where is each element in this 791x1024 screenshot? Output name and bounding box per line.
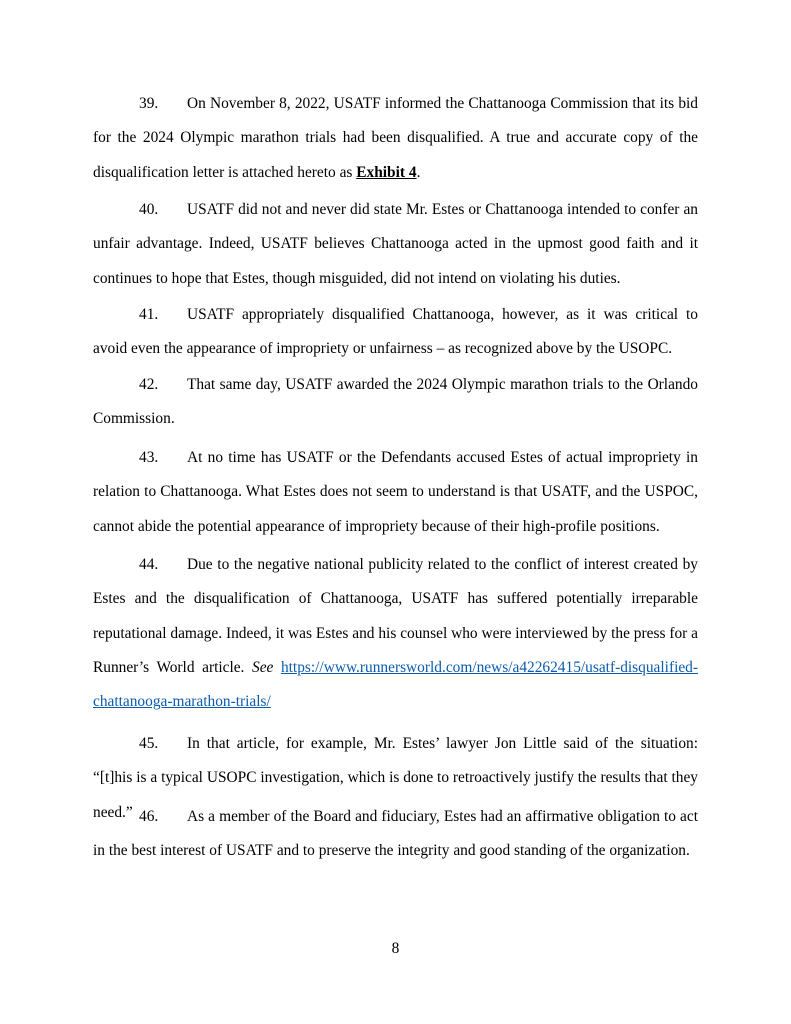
paragraph-number: 39.: [139, 95, 159, 112]
paragraph-number: 46.: [139, 808, 159, 825]
page-number: 8: [391, 940, 400, 957]
paragraph-text: At no time has USATF or the Defendants accused Estes of actual impropriety in relation to Chattanooga. What Estes does not seem to understand is that USATF, and the USPOC, cannot abide the potential appearance of impropriety because of their high-profile positions.: [93, 449, 698, 535]
link-text-line2[interactable]: chattanooga-marathon-trials/: [93, 693, 271, 711]
paragraph-text: USATF did not and never did state Mr. Estes or Chattanooga intended to confer an unfair advantage. Indeed, USATF believes Chattanooga acted in the upmost good faith and it continues to hope that Estes, though misguided, did not intend on violating his duties.: [93, 201, 698, 287]
link-text-line1[interactable]: https://www.runnersworld.com/news/a42262415/usatf-disqualified-: [280, 658, 698, 676]
paragraph-text: On November 8, 2022, USATF informed the Chattanooga Commission that its bid for the 2024 Olympic marathon trials had been disqualified. A true and accurate copy of the disqualification letter is attached hereto as: [93, 95, 698, 181]
paragraph-40: [93, 193, 698, 296]
paragraph-number: 41.: [139, 306, 159, 323]
paragraph-44: [93, 548, 698, 719]
citation-signal: See: [252, 658, 274, 676]
paragraph-number: 40.: [139, 201, 159, 218]
paragraph-42: [93, 368, 698, 437]
paragraph-text: As a member of the Board and fiduciary, Estes had an affirmative obligation to act in the best interest of USATF and to preserve the integrity and good standing of the organization.: [93, 808, 698, 860]
paragraph-39: [93, 87, 698, 190]
paragraph-number: 45.: [139, 735, 159, 752]
paragraph-number: 42.: [139, 376, 159, 393]
paragraph-number: 44.: [139, 556, 159, 573]
paragraph-text: In that article, for example, Mr. Estes’ lawyer Jon Little said of the situation: “[t]his is a typical USOPC investigation, which is done to retroactively justify the results that they need.”: [93, 735, 698, 821]
paragraph-text: Due to the negative national publicity related to the conflict of interest created by Estes and the disqualification of Chattanooga, USATF has suffered potentially irreparable reputational damage. Indeed, it was Estes and his counsel who were interviewed by the press for a Runner’s World article.: [93, 556, 698, 676]
paragraph-43: [93, 441, 698, 544]
paragraph-text-end: .: [416, 163, 421, 181]
paragraph-41: [93, 298, 698, 367]
paragraph-number: 43.: [139, 449, 159, 466]
paragraph-text: USATF appropriately disqualified Chattanooga, however, as it was critical to avoid even the appearance of impropriety or unfairness – as recognized above by the USOPC.: [93, 306, 698, 358]
paragraph-text: That same day, USATF awarded the 2024 Olympic marathon trials to the Orlando Commission.: [93, 376, 698, 428]
paragraph-46: [93, 800, 698, 869]
exhibit-reference: Exhibit 4: [356, 163, 417, 181]
